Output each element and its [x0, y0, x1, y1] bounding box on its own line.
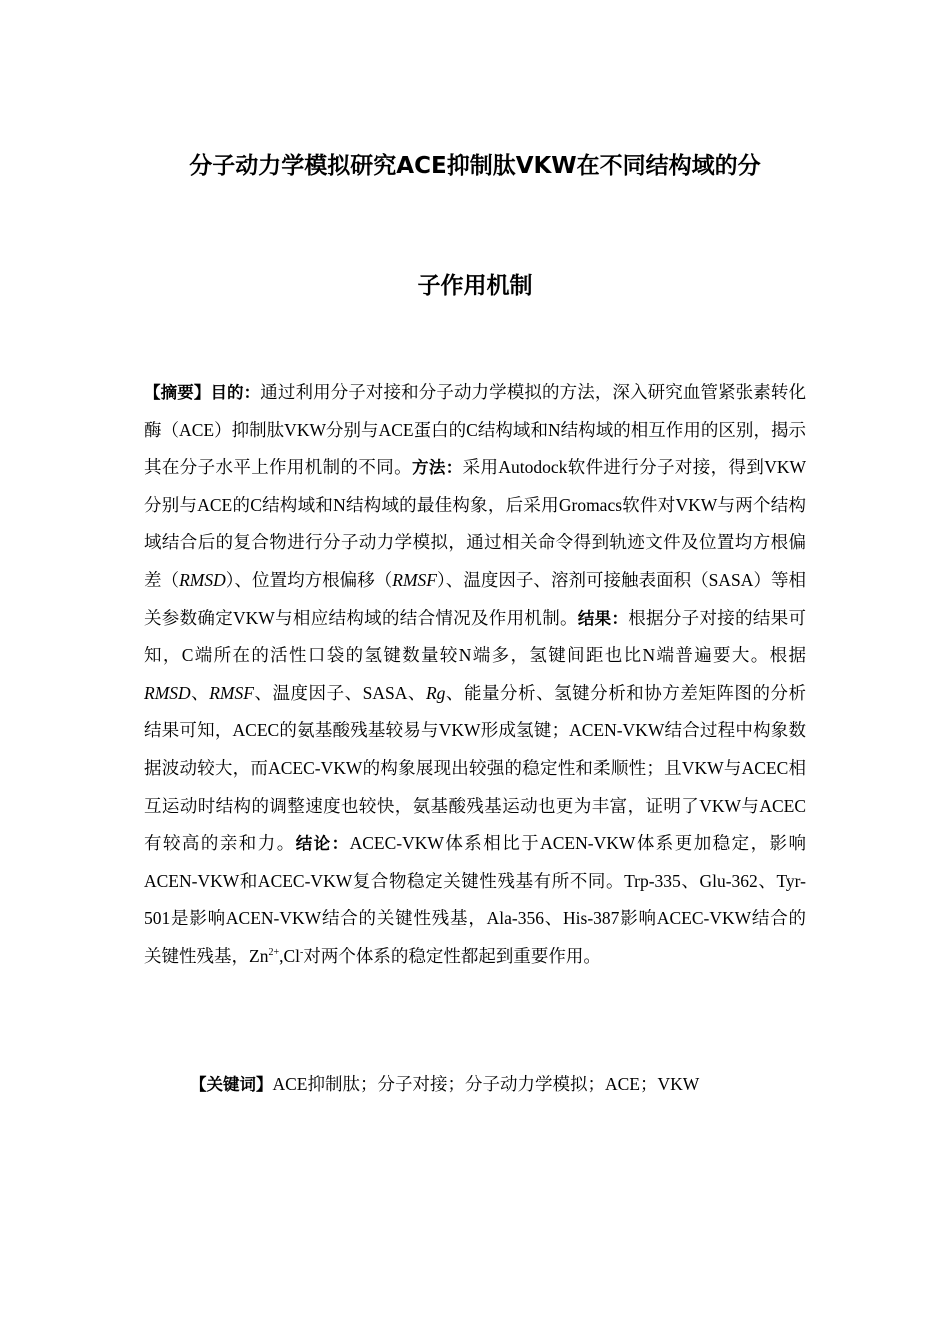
paper-title-line-1: 分子动力学模拟研究ACE抑制肽VKW在不同结构域的分 [189, 153, 761, 179]
methods-rmsf: RMSF [392, 569, 437, 590]
methods-label: 方法： [411, 458, 463, 478]
cl-charge: - [300, 947, 304, 959]
conclusion-text-3: 对两个体系的稳定性都起到重要作用。 [303, 945, 601, 966]
results-text-2: 、温度因子、SASA、 [253, 682, 426, 703]
objective-label: 目的： [210, 383, 261, 402]
abstract-paragraph [144, 374, 806, 976]
paper-title-line-2: 子作用机制 [417, 273, 533, 299]
results-text-3: 、能量分析、氢键分析和协方差矩阵图的分析结果可知，ACEC的氨基酸残基较易与VKW形成氢键；ACEN-VKW结合过程中构象数据波动较大，而ACEC-VKW的构象展现出较强的稳定性和柔顺性；且VKW与ACEC相互运动时结构的调整速度也较快，氨基酸残基运动也更为丰富，证明了VKW与ACEC有较高的亲和力。 [144, 682, 806, 854]
keywords-text: ACE抑制肽；分子对接；分子动力学模拟；ACE；VKW [272, 1074, 700, 1094]
objective-text: 通过利用分子对接和分子动力学模拟的方法，深入研究血管紧张素转化酶（ACE）抑制肽VKW分别与ACE蛋白的C结构域和N结构域的相互作用的区别，揭示其在分子水平上作用机制的不同。 [144, 382, 807, 478]
methods-text-3: ）、温度因子、溶剂可接触表面积（SASA）等相关参数确定VKW与相应结构域的结合情况及作用机制。 [144, 569, 807, 628]
conclusion-text-1: ACEC-VKW体系相比于ACEN-VKW体系更加稳定，影响ACEN-VKW和ACEC-VKW复合物稳定关键性残基有所不同。Trp-335、Glu-362、Tyr-501是影响ACEN-VKW结合的关键性残基，Ala-356、His-387影响ACEC-VKW结合的关键性残基，Zn [144, 833, 807, 966]
results-sep-1: 、 [190, 682, 210, 703]
results-rmsf: RMSF [209, 682, 254, 703]
methods-text-1: 采用Autodock软件进行分子对接，得到VKW分别与ACE的C结构域和N结构域的最佳构象，后采用Gromacs软件对VKW与两个结构域结合后的复合物进行分子动力学模拟，通过相关命令得到轨迹文件及位置均方根偏差（ [144, 457, 807, 590]
results-rg: Rg [425, 682, 446, 703]
conclusion-text-2: ,Cl [279, 945, 301, 966]
keywords-label: 【关键词】 [190, 1075, 273, 1094]
results-text-1: 根据分子对接的结果可知，C端所在的活性口袋的氢键数量较N端多，氢键间距也比N端普遍要大。根据 [144, 607, 807, 666]
results-label: 结果： [577, 608, 629, 628]
keywords-line [190, 1070, 830, 1099]
results-rmsd: RMSD [144, 682, 191, 703]
zn-charge: 2+ [268, 947, 280, 959]
methods-text-2: ）、位置均方根偏移（ [225, 569, 393, 590]
conclusion-label: 结论： [295, 834, 350, 854]
methods-rmsd: RMSD [179, 569, 226, 590]
abstract-label: 【摘要】 [144, 383, 211, 402]
